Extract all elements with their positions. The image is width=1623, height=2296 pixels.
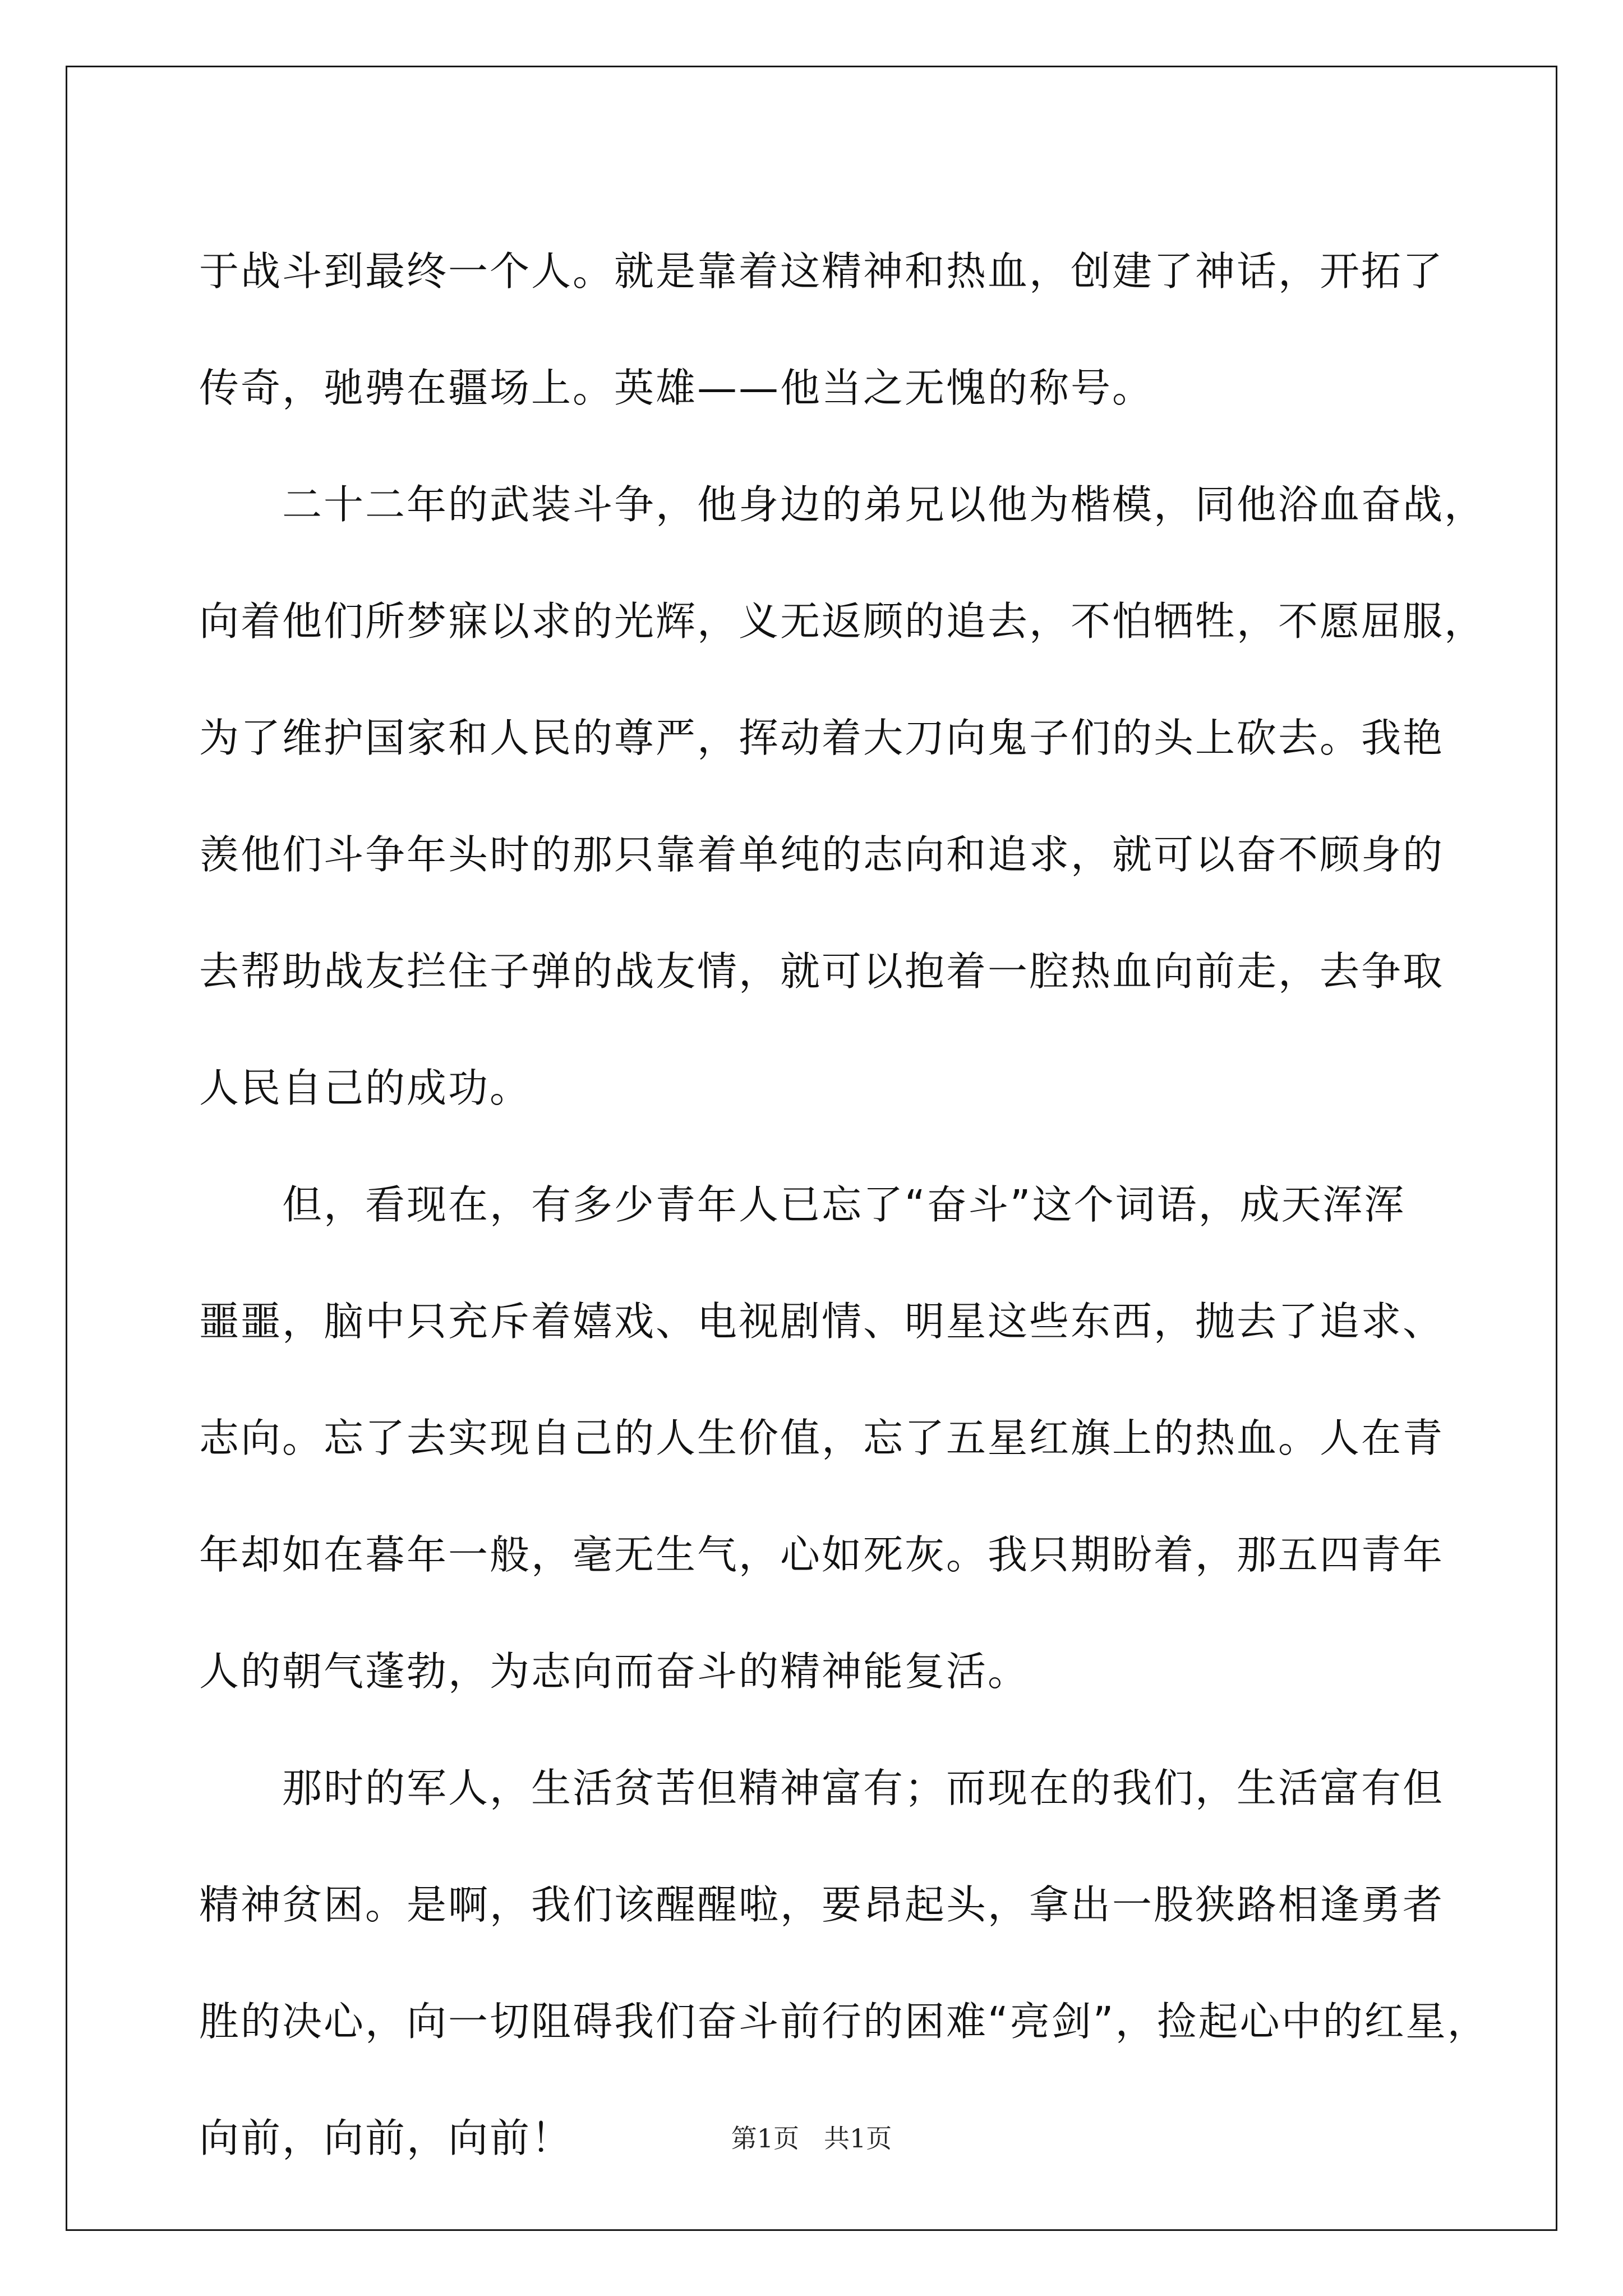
paragraph-start-line: 二十二年的武装斗争，他身边的弟兄以他为楷模，同他浴血奋战， [282,481,1486,528]
text-line: 精神贫困。是啊，我们该醒醒啦，要昂起头，拿出一股狭路相逢勇者 [199,1881,1445,1928]
text-line: 志向。忘了去实现自己的人生价值，忘了五星红旗上的热血。人在青 [199,1415,1445,1461]
text-line: 传奇，驰骋在疆场上。英雄——他当之无愧的称号。 [199,365,1154,411]
text-line: 胜的决心，向一切阻碍我们奋斗前行的困难“亮剑”，捡起心中的红星， [199,1998,1489,2045]
text-line: 向着他们所梦寐以求的光辉，义无返顾的追去，不怕牺牲，不愿屈服， [199,598,1486,645]
footer-spacer [799,2123,824,2154]
document-body [199,213,1489,2197]
text-line: 为了维护国家和人民的尊严，挥动着大刀向鬼子们的头上砍去。我艳 [199,715,1445,761]
page-total: 共1页 [823,2123,892,2154]
text-line: 年却如在暮年一般，毫无生气，心如死灰。我只期盼着，那五四青年 [199,1531,1445,1578]
text-line: 于战斗到最终一个人。就是靠着这精神和热血，创建了神话，开拓了 [199,248,1445,295]
text-line: 去帮助战友拦住子弹的战友情，就可以抱着一腔热血向前走，去争取 [199,948,1445,995]
paragraph-start-line: 那时的军人，生活贫苦但精神富有；而现在的我们，生活富有但 [282,1765,1445,1811]
paragraph-start-line: 但，看现在，有多少青年人已忘了“奋斗”这个词语，成天浑浑 [282,1181,1406,1228]
text-line: 噩噩，脑中只充斥着嬉戏、电视剧情、明星这些东西，抛去了追求、 [199,1298,1445,1345]
page-footer [0,2122,1623,2155]
text-line: 人的朝气蓬勃，为志向而奋斗的精神能复活。 [199,1648,1030,1695]
text-line: 羡他们斗争年头时的那只靠着单纯的志向和追求，就可以奋不顾身的 [199,831,1445,878]
page-number: 第1页 [731,2123,800,2154]
text-line: 向前，向前，向前！ [199,2115,573,2161]
text-line: 人民自己的成功。 [199,1065,532,1111]
